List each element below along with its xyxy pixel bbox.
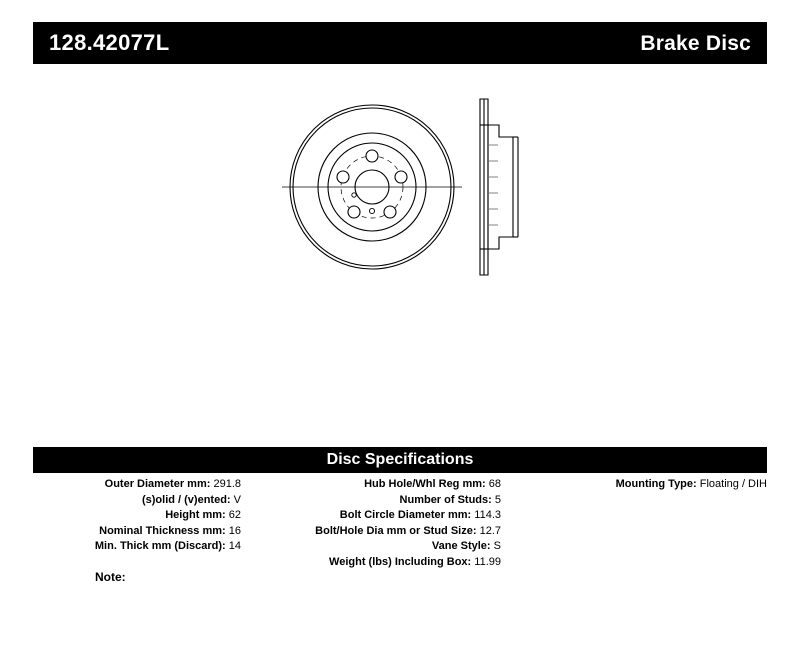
spec-value: V [233, 493, 241, 506]
spec-label: Hub Hole/Whl Reg mm: [364, 478, 486, 490]
note-row [33, 570, 433, 584]
spec-row [251, 524, 501, 540]
spec-label: Outer Diameter mm: [104, 478, 211, 490]
spec-value: 14 [228, 540, 241, 552]
part-number: 128.42077L [49, 30, 170, 55]
spec-value: 291.8 [213, 478, 241, 490]
spec-label: Min. Thick mm (Discard): [94, 540, 226, 552]
spec-row [33, 493, 241, 509]
spec-value: 62 [228, 509, 241, 521]
spec-label: Bolt/Hole Dia mm or Stud Size: [315, 524, 477, 537]
specs-right-column [513, 477, 767, 493]
spec-value: 5 [494, 493, 501, 506]
specifications-title: Disc Specifications [326, 451, 474, 468]
product-type: Brake Disc [640, 31, 751, 55]
spec-value: 12.7 [479, 524, 501, 537]
rotor-section-hatch [489, 145, 498, 225]
spec-row [513, 477, 767, 493]
spec-value: 16 [228, 524, 241, 537]
spec-row [33, 524, 241, 540]
spec-row [251, 477, 501, 493]
spec-row [251, 508, 501, 524]
specifications-columns [33, 477, 767, 577]
header-bar [33, 22, 767, 64]
spec-label: Bolt Circle Diameter mm: [339, 509, 472, 521]
spec-label: Height mm: [165, 509, 226, 521]
spec-row [251, 493, 501, 509]
spec-value: 68 [488, 478, 501, 490]
specs-middle-column [251, 477, 501, 570]
specs-left-column [33, 477, 241, 555]
rotor-section-view [480, 99, 518, 275]
spec-row [251, 539, 501, 555]
spec-row [33, 508, 241, 524]
rotor-stud-holes [337, 150, 407, 218]
spec-row [33, 477, 241, 493]
spec-label: Nominal Thickness mm: [99, 524, 226, 537]
spec-label: (s)olid / (v)ented: [141, 493, 231, 506]
spec-label: Vane Style: [431, 540, 491, 552]
brake-rotor-drawing [280, 85, 540, 295]
spec-label: Number of Studs: [399, 493, 492, 506]
spec-value: S [493, 540, 501, 552]
specifications-title-bar [33, 447, 767, 473]
spec-value: Floating / DIH [699, 478, 767, 490]
spec-value: 11.99 [474, 555, 501, 568]
note-label: Note: [95, 570, 126, 584]
spec-label: Weight (lbs) Including Box: [329, 555, 472, 568]
spec-label: Mounting Type: [615, 478, 697, 490]
spec-row [251, 555, 501, 571]
spec-row [33, 539, 241, 555]
spec-value: 114.3 [474, 509, 501, 521]
rotor-svg [280, 85, 540, 295]
